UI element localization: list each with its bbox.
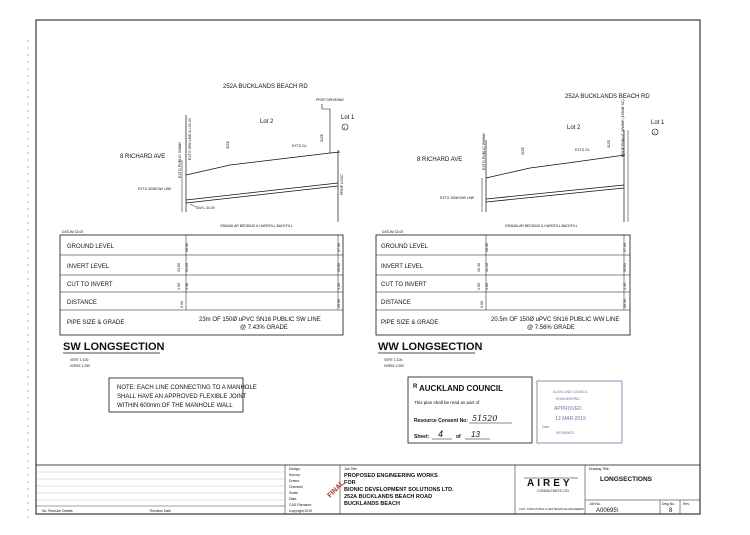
ww-val: 1.26: [485, 283, 489, 290]
ww-pipe-line1: 20.5m OF 150Ø uPVC SN16 PUBLIC WW LINE: [491, 317, 620, 323]
ww-row-ground: GROUND LEVEL: [381, 244, 429, 250]
sw-vlabel-wwline: EXTG WW LINE IL=33.30: [188, 118, 192, 160]
sw-longsection: [60, 84, 355, 368]
sw-bedding: GRANULAR BEDDING & HARDFILL BACKFILL: [220, 224, 293, 228]
stamp-line: Date: [542, 425, 550, 429]
sw-exist-gl: EXTG GL: [292, 144, 307, 148]
sw-row-distance: DISTANCE: [67, 300, 97, 306]
ww-val: 35.65: [623, 263, 627, 272]
sw-vlabel-lgsc: PROP LGSC: [340, 174, 344, 195]
company-sub: CONSULTANTS LTD.: [537, 489, 570, 493]
ww-val: 33.36: [477, 263, 481, 272]
revision-header-left: No. Revision Details: [42, 509, 73, 513]
sw-title: SW LONGSECTION: [63, 341, 165, 353]
note-box: [109, 378, 257, 412]
sw-street-top: 252A BUCKLANDS BEACH RD: [223, 84, 308, 90]
ww-row-distance: DISTANCE: [381, 300, 411, 306]
title-block: [36, 465, 700, 514]
council-line1: This plan shall be read as part of: [414, 400, 480, 405]
sw-val: 1.50: [177, 283, 181, 290]
note-line-1: NOTE: EACH LINE CONNECTING TO A MANHOLE: [117, 385, 257, 391]
ww-horiz-scale: HORIZ 1:250: [384, 364, 404, 368]
job-line: 252A BUCKLANDS BEACH ROAD: [344, 494, 433, 500]
detail-label: Checked:: [289, 485, 304, 489]
council-name: AUCKLAND COUNCIL: [419, 384, 503, 393]
copyright: Copyright 2019: [289, 509, 312, 513]
ww-vlabel-size-a: SIZE: [521, 147, 525, 155]
sw-val: 33.80: [177, 263, 181, 272]
sw-prop-driveway: PROP DRIVEWAY: [316, 98, 345, 102]
job-title-label: Job Title:: [344, 467, 358, 471]
ww-lot2-label: Lot 2: [567, 125, 581, 131]
detail-label: Scale:: [289, 491, 299, 495]
sw-left-street: 8 RICHARD AVE: [120, 154, 166, 160]
detail-label: Survey:: [289, 473, 301, 477]
stamp-line: 13 MAR 2019: [555, 416, 586, 422]
ww-row-invert: INVERT LEVEL: [381, 264, 424, 270]
sw-row-pipe: PIPE SIZE & GRADE: [67, 320, 125, 326]
approval-stamp: [537, 381, 622, 443]
ww-val: 37.00: [623, 243, 627, 252]
ww-vlabel-mh: EXTG PUBLIC WWMH: [482, 132, 486, 170]
job-line: BUCKLANDS BEACH: [344, 501, 400, 507]
dwg-no-label: Dwg No.: [662, 502, 676, 506]
detail-label: Drawn:: [289, 479, 300, 483]
consent-value: 51520: [472, 414, 498, 423]
job-line: BIONIC DEVELOPMENT SOLUTIONS LTD.: [344, 487, 454, 493]
sw-pipe-top: [186, 183, 338, 200]
sw-pipe-bottom: [186, 186, 338, 203]
sw-pipe-line1: 23m OF 150Ø uPVC SN16 PUBLIC SW LINE: [199, 317, 321, 323]
council-name-prefix: R: [413, 384, 418, 390]
sheet-value: 4: [438, 429, 444, 439]
sw-row-invert: INVERT LEVEL: [67, 264, 110, 270]
sw-val: 34.09: [185, 263, 189, 272]
note-line-3: WITHIN 600mm OF THE MANHOLE WALL: [117, 403, 233, 409]
ww-pipe-bottom: [486, 188, 624, 202]
ww-vlabel-prop-mh: PROP PUBLIC WWMH (1050Ø SC): [621, 99, 625, 157]
ww-exist-gl: EXTG GL: [575, 148, 590, 152]
ww-exist-line-note: EXTG 150Ø WW LINE: [440, 196, 475, 200]
sw-val: 23.00: [337, 299, 341, 308]
company-note: CIVIL, STRUCTURAL & GEOTECHNICAL ENGINEERS: [519, 508, 584, 511]
ww-longsection: [376, 94, 665, 368]
council-consent-box: [408, 377, 532, 443]
sw-vlabel-size-b: SIZE: [320, 134, 324, 142]
sw-val: 36.36: [185, 243, 189, 252]
sw-val: 1.38: [185, 283, 189, 290]
sheet-of: of: [456, 434, 461, 440]
ww-ground-line: [486, 155, 625, 178]
ww-lot1-label: Lot 1: [651, 120, 665, 126]
detail-label: Design:: [289, 467, 301, 471]
sw-ground-line: [186, 152, 340, 175]
ww-vlabel-size-b: SIZE: [607, 140, 611, 148]
sw-row-ground: GROUND LEVEL: [67, 244, 115, 250]
ww-bedding: GRANULAR BEDDING & HARDFILL BACKFILL: [505, 224, 578, 228]
job-no: A00695\: [596, 508, 619, 514]
stamp-line: AUCKLAND COUNCIL: [553, 390, 588, 394]
ww-val: 0.00: [480, 301, 484, 308]
ww-street-top: 252A BUCKLANDS BEACH RD: [565, 94, 650, 100]
stamp-line: REVIEWED: [556, 431, 575, 435]
rev-label: Rev.: [683, 502, 690, 506]
sw-val: 0.00: [180, 301, 184, 308]
stamp-line: APPROVED: [554, 406, 582, 412]
company-logo: AIREY: [527, 478, 573, 489]
sw-val: 35.80: [337, 263, 341, 272]
sw-vlabel-mh: EXTG PUBLIC SWMH: [178, 141, 182, 178]
dwg-no: 8: [669, 508, 673, 514]
sw-pipe-line2: @ 7.43% GRADE: [240, 325, 288, 331]
sw-lot1-mark: 1: [343, 126, 346, 130]
sw-row-cut: CUT TO INVERT: [67, 282, 113, 288]
job-line: FOR: [344, 480, 356, 486]
sw-datum: DATUM 32.00: [62, 230, 84, 234]
drawing-title-label: Drawing Title:: [589, 467, 610, 471]
ww-left-street: 8 RICHARD AVE: [417, 157, 463, 163]
ww-val: 34.10: [485, 263, 489, 272]
sw-driveway-marker: [322, 104, 330, 153]
ww-pipe-top: [486, 185, 624, 199]
drawing-title: LONGSECTIONS: [600, 476, 653, 483]
ww-vert-scale: VERT 1:100: [384, 358, 403, 362]
sw-lot1-label: Lot 1: [341, 115, 355, 121]
ww-val: 36.36: [485, 243, 489, 252]
job-line: PROPOSED ENGINEERING WORKS: [344, 473, 438, 479]
sw-vert-scale: VERT 1:100: [70, 358, 89, 362]
note-line-2: SHALL HAVE AN APPROVED FLEXIBLE JOINT: [117, 394, 247, 400]
detail-label: Date:: [289, 497, 298, 501]
stamp-line: ENGINEERING: [556, 397, 580, 401]
consent-label: Resource Consent No:: [414, 418, 468, 424]
revision-header-mid: Revision Date: [150, 509, 172, 513]
sw-exist-line-note: EXTG 300Ø SW LINE: [138, 187, 172, 191]
ww-title: WW LONGSECTION: [378, 341, 483, 353]
sheet-label: Sheet:: [414, 434, 430, 440]
detail-label: CAD Filename:: [289, 503, 312, 507]
ww-val: 20.50: [623, 299, 627, 308]
ww-val: 1.50: [477, 283, 481, 290]
ww-lot1-mark: 3: [653, 131, 656, 135]
sw-vlabel-size-a: SIZE: [226, 141, 230, 149]
ww-val: 1.35: [623, 283, 627, 290]
job-no-label: Job No.: [589, 502, 601, 506]
sw-invert-note: SW IL 34.09: [196, 206, 215, 210]
sheet-total: 13: [471, 430, 480, 439]
sw-val: 1.20: [337, 283, 341, 290]
sw-lot2-label: Lot 2: [260, 119, 274, 125]
ww-datum: DATUM 32.00: [382, 230, 404, 234]
sw-val: 37.00: [337, 243, 341, 252]
status-final: FINAL: [326, 479, 346, 500]
sw-horiz-scale: HORIZ 1:250: [70, 364, 90, 368]
ww-row-pipe: PIPE SIZE & GRADE: [381, 320, 439, 326]
ww-row-cut: CUT TO INVERT: [381, 282, 427, 288]
ww-pipe-line2: @ 7.56% GRADE: [527, 325, 575, 331]
